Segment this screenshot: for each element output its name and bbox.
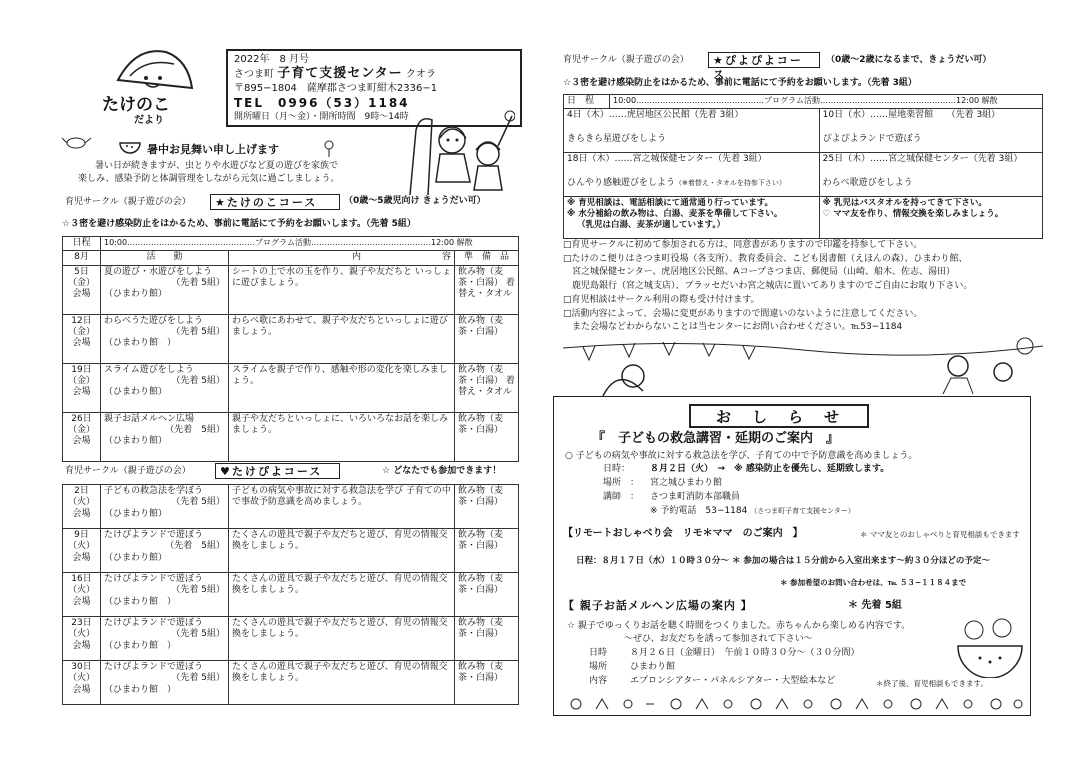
takenoko-schedule-table: [62, 236, 519, 462]
table-row: 9日 （火） 会場 たけぴよランドで遊ぼう （先着 5組） （ひまわり館） たくさんの遊具で親子や友だちと遊び、育児の情報交換をしましょう。 飲み物（麦茶・白湯）: [63, 529, 519, 573]
section3-place-label: 場所: [589, 662, 608, 672]
section3-title: 【 親子お話メルヘン広場の案内 】: [563, 599, 753, 612]
header-program: 10:00…………………………………………プログラム活動………………………………………12:00 解散: [101, 237, 519, 251]
header-items: 準 備 品: [455, 251, 519, 265]
svg-text:だより: だより: [134, 115, 164, 124]
right-notice: ☆３密を避け感染防止をはかるため、事前に電話にて予約をお願いします。（先着 3組）: [563, 78, 917, 88]
info-line: また会場などわからないことは当センターにお問い合わせください。℡53−1184: [563, 322, 903, 333]
circle-label-1: 育児サークル（親子遊びの会）: [65, 197, 191, 207]
table-row: 30日 （火） 会場 たけぴよランドで遊ぼう （先着 5組） （ひまわり館 ） たくさんの遊具で親子や友だちと遊び、育児の情報交換をしましょう。 飲み物（麦茶・白湯）: [63, 661, 519, 705]
info-line: □活動内容によって、会場に変更がありますので間違いのないように注意してください。: [563, 308, 923, 319]
section2-note: ＊ ママ友とのおしゃべりと育児相談もできます: [860, 530, 1020, 539]
piyopiyo-schedule-table: [563, 94, 1043, 239]
course-takenoko: ★たけのこコース: [210, 194, 340, 210]
logo: [96, 40, 208, 124]
bug-icon: [62, 134, 92, 150]
table-row: 23日 （火） 会場 たけぴよランドで遊ぼう （先着 5組） （ひまわり館 ） たくさんの遊具で親子や友だちと遊び、育児の情報交換をしましょう。 飲み物（麦茶・白湯）: [63, 617, 519, 661]
day-cell: 5日: [74, 266, 89, 277]
table-row: 4日（木）……虎居地区公民館（先着 3組） きらきら星遊びをしよう 10日（水）……屋地楽習館 （先着 3組） ぴよぴよランドで遊ぼう: [564, 109, 1043, 153]
table-row: 19日 （金） 会場 スライム遊びをしよう （先着 5組） （ひまわり館） スライムを親子で作り、感触や形の変化を楽しみましょう。 飲み物（麦茶・白湯） 着替え・タオル: [63, 363, 519, 412]
section1-place: 宮之城ひまわり館: [650, 478, 723, 488]
center-suffix: クオラ: [405, 69, 436, 80]
section1-date: ８月２日（火） → ※ 感染防止を優先し、延期致します。: [650, 464, 890, 474]
section2-title: 【リモートおしゃべり会 リモ＊ママ のご案内 】: [563, 528, 803, 539]
section3-limit: ＊ 先着 5組: [848, 600, 902, 611]
kids-with-net-illustration: [380, 110, 515, 195]
table-row: 26日 （金） 会場 親子お話メルヘン広場 （先着 5組） （ひまわり館） 親子や友だちといっしょに、いろいろなお話を楽しみましょう。 飲み物（麦茶・白湯）: [63, 412, 519, 461]
decorative-border: [566, 695, 1026, 713]
tel: TEL 0996（53）1184: [234, 96, 410, 110]
section1-place-label: 場所 ：: [603, 478, 640, 488]
issue-label: 2022年 8 月号: [234, 54, 309, 65]
info-line: □たけのこ便りはさつま町役場（各支所）、教育委員会、こども図書館（えほんの森）、ひまわり館、: [563, 253, 968, 264]
oshirase-title: お し ら せ: [689, 404, 869, 428]
table-row: 18日（木）……宮之城保健センター（先着 3組） ひんやり感触遊びをしよう（※着替え・タオルを持参下さい） 25日（木）……宮之城保健センター（先着 3組） わらべ歌遊びをしよう: [564, 153, 1043, 197]
info-line: □育児サークルに初めて参加される方は、同意書がありますので印鑑を持参して下さい。: [563, 240, 923, 250]
section1-lecturer: さつま町消防本部職員: [650, 492, 741, 502]
course-piyopiyo-age: （0歳〜2歳になるまで、きょうだい可）: [826, 55, 992, 65]
table-row: 16日 （火） 会場 たけぴよランドで遊ぼう （先着 5組） （ひまわり館 ） たくさんの遊具で親子や友だちと遊び、育児の情報交換をしましょう。 飲み物（麦茶・白湯）: [63, 573, 519, 617]
section3-date: ８月２６日（金曜日） 午前１０時３０分〜（３０分間）: [630, 648, 860, 658]
section3-lead: ☆ 親子でゆっくりお話を聴く時間をつくりました。赤ちゃんから楽しめる内容です。: [567, 621, 911, 631]
greeting-line2: 楽しみ、感染予防と体調管理をしながら元気に過ごしましょう。: [78, 174, 340, 184]
section2-contact: ＊ 参加希望のお問い合わせは、℡ ５３−１１８４まで: [780, 578, 967, 587]
header-date: 日程: [63, 237, 101, 251]
table-row: 5日 （金） 会場 夏の遊び・水遊びをしよう （先着 5組） （ひまわり館） シートの上で水の玉を作り、親子や友だちと いっしょに遊びましょう。 飲み物（麦茶・白湯） 着替え・タオル: [63, 265, 519, 314]
section2-date: 日程：８月１７日（水）１０時３０分〜 ＊ 参加の場合は１５分前から入室出来ます〜約３０分ほどの予定〜: [576, 556, 990, 566]
section3-content: エプロンシアター・パネルシアター・大型絵本など: [630, 676, 836, 686]
address: 〒895−1804 薩摩郡さつま町紺木2336−1: [234, 83, 438, 94]
watermelon-icon: [118, 140, 142, 156]
header-date-2: 日 程: [564, 95, 610, 109]
header-content: 内 容: [229, 251, 455, 265]
hours: 開所曜日（月〜金）・開所時間 9時〜14時: [234, 112, 409, 122]
table-row: 2日 （火） 会場 子どもの救急法を学ぼう （先着 5組） （ひまわり館） 子どもの病気や事故に対する救急法を学び 子育ての中で事故予防意識を高めましょう。 飲み物（麦茶・白湯）: [63, 485, 519, 529]
course-piyopiyo: ★ぴよぴよコース: [708, 52, 820, 68]
info-list: [563, 239, 1043, 335]
net-icon: [322, 140, 336, 158]
course-takepiyo-note: ☆ どなたでも参加できます！: [382, 466, 502, 476]
header-month: 8月: [63, 251, 101, 265]
header-program-2: 10:00…………………………………………プログラム活動……………………………………………12:00 解散: [610, 95, 1043, 109]
section3-date-label: 日時: [589, 648, 608, 658]
section3-invite: 〜ぜひ、お友だちを誘って参加されて下さい〜: [624, 634, 813, 644]
info-line: 鹿児島銀行（宮之城支店）、プラッセだいわ宮之城店に置いてありますのでご自由にお取り下さい。: [563, 281, 973, 292]
section1-lead: ○ 子どもの病気や事故に対する救急法を学び、子育ての中で予防意識を高めましょう。: [565, 451, 918, 461]
section1-lecturer-label: 講師 ：: [603, 492, 640, 502]
watermelon-characters-illustration: [952, 610, 1027, 678]
greeting-line1: 暑い日が続きますが、虫とりや水遊びなど夏の遊びを家族で: [95, 161, 339, 171]
left-notice: ☆３密を避け感染防止をはかるため、事前に電話にて予約をお願いします。（先着 5組）: [62, 219, 416, 229]
section3-place: ひまわり館: [630, 662, 676, 672]
takepiyo-schedule-table: [62, 484, 519, 705]
bamboo-shoot-logo-icon: [96, 40, 208, 124]
section1-date-label: 日時：: [603, 464, 631, 474]
greeting-title: 暑中お見舞い申し上げます: [147, 143, 279, 156]
info-line: 宮之城保健センター、虎居地区公民館、Aコープさつま店、郵便局（山崎、船木、佐志、湯田）: [563, 267, 955, 278]
section3-footer: ＊終了後、育児相談もできます。: [876, 679, 988, 688]
info-line: □育児相談はサークル利用の際も受け付けます。: [563, 294, 760, 305]
table-row: 12日 （金） 会場 わらべうた遊びをしよう （先着 5組） （ひまわり館 ） わらべ歌にあわせて、親子や友だちといっしょに遊びましょう。 飲み物（麦茶・白湯）: [63, 314, 519, 363]
bunting-illustration: [563, 336, 1043, 396]
section1-tel-note: （さつま町子育て支援センター）: [750, 507, 855, 515]
course-takenoko-age: （0歳〜5歳児向け きょうだい可）: [344, 196, 486, 206]
center-name: 子育て支援センター: [277, 66, 403, 81]
circle-label-3: 育児サークル（親子遊びの会）: [563, 55, 689, 65]
header-activity: 活 動: [101, 251, 229, 265]
section1-title: 『 子どもの救急講習・延期のご案内 』: [592, 431, 840, 446]
section3-content-label: 内容: [589, 676, 608, 686]
section1-tel: ※ 予約電話 53−1184: [650, 506, 748, 516]
course-takepiyo: ♥たけぴよコース: [215, 463, 340, 479]
center-prefix: さつま町: [234, 69, 274, 80]
svg-text:たけのこ: たけのこ: [102, 95, 170, 115]
table-row: ※ 育児相談は、電話相談にて通常通り行っています。 ※ 水分補給の飲み物は、白湯、麦茶を準備して下さい。 （乳児は白湯、麦茶が適しています。） ※ 乳児はバスタオルを持ってきて下さい。 ♡ ママ友を作り、情報交換を楽しみましょう。: [564, 197, 1043, 239]
circle-label-2: 育児サークル（親子遊びの会）: [65, 466, 191, 476]
